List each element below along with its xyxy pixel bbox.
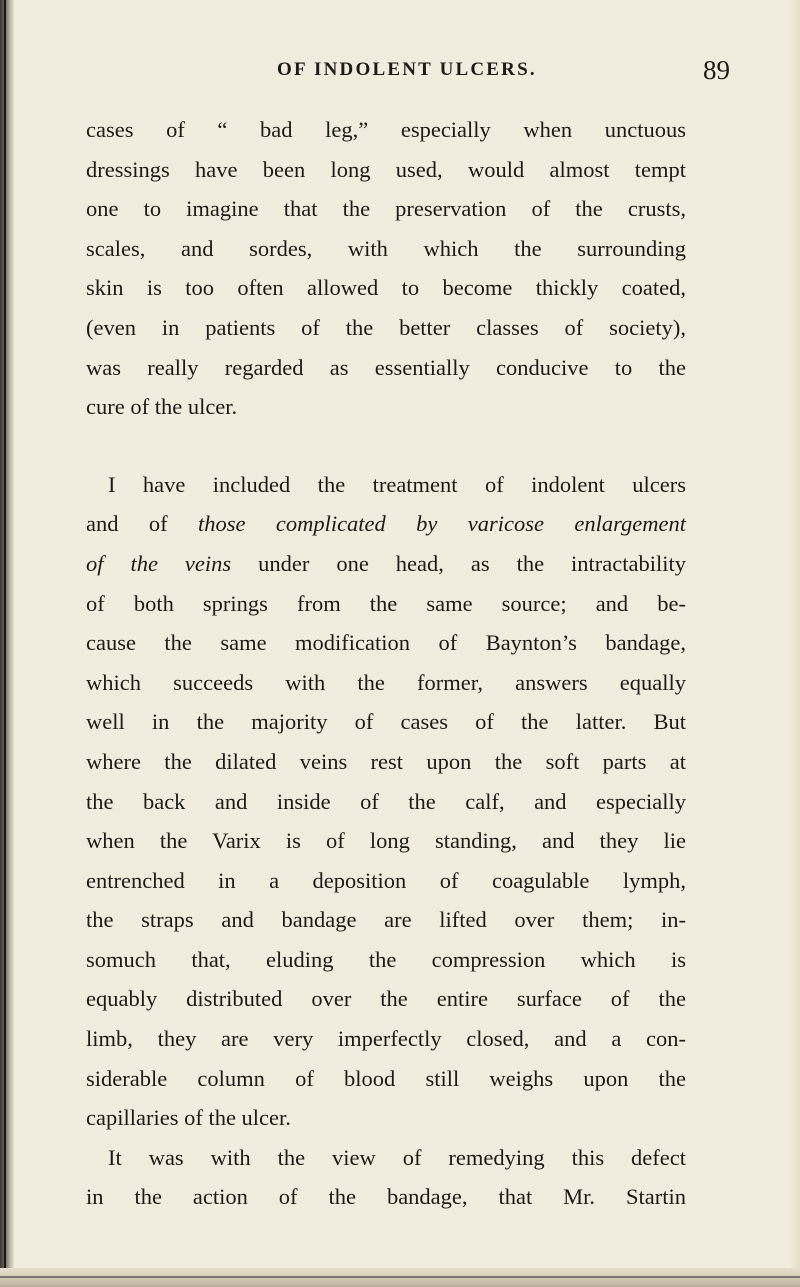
page-body <box>86 110 686 1217</box>
book-gutter-line <box>4 0 6 1287</box>
text-line: limb, they are very imperfectly closed, and a con- <box>86 1026 686 1052</box>
text-line: capillaries of the ulcer. <box>86 1105 291 1131</box>
text-line: entrenched in a deposition of coagulable lymph, <box>86 867 686 893</box>
book-binding-edge <box>0 0 14 1287</box>
text-line: the back and inside of the calf, and especially <box>86 788 686 814</box>
text-line: dressings have been long used, would almost tempt <box>86 156 686 182</box>
text-run: under one head, as the intractability <box>231 550 686 576</box>
text-line: scales, and sordes, with which the surrounding <box>86 235 686 261</box>
text-line: the straps and bandage are lifted over them; in- <box>86 907 686 933</box>
text-line: when the Varix is of long standing, and they lie <box>86 828 686 854</box>
text-line: somuch that, eluding the compression which is <box>86 946 686 972</box>
text-line: of both springs from the same source; and be- <box>86 590 686 616</box>
text-line: (even in patients of the better classes of society), <box>86 314 686 340</box>
paragraph-3 <box>86 1138 686 1217</box>
text-line: cure of the ulcer. <box>86 394 238 420</box>
text-line: one to imagine that the preservation of the crusts, <box>86 196 686 222</box>
text-line: cause the same modification of Baynton’s bandage, <box>86 630 686 656</box>
page-bottom-line <box>0 1276 800 1278</box>
paragraph-2 <box>86 465 686 1138</box>
paragraph-1 <box>86 110 686 427</box>
text-line: I have included the treatment of indolent ulcers <box>108 471 686 497</box>
italic-phrase: of the veins <box>86 550 232 576</box>
page-header <box>60 55 760 87</box>
page-number: 89 <box>703 55 730 85</box>
page-right-edge <box>790 0 800 1287</box>
text-line: was really regarded as essentially conducive to the <box>86 354 686 380</box>
text-run: and of <box>86 511 198 537</box>
text-line: where the dilated veins rest upon the soft parts at <box>86 748 686 774</box>
text-line: in the action of the bandage, that Mr. Startin <box>86 1184 686 1210</box>
text-line: well in the majority of cases of the latter. But <box>86 709 686 735</box>
running-head: OF INDOLENT ULCERS. <box>277 59 537 80</box>
text-line: cases of “ bad leg,” especially when unctuous <box>86 117 686 142</box>
text-line: which succeeds with the former, answers equally <box>86 669 686 695</box>
paragraph-gap <box>86 427 686 465</box>
text-line <box>86 544 686 584</box>
text-line: skin is too often allowed to become thickly coated, <box>86 275 686 301</box>
italic-phrase: those complicated by varicose enlargement <box>197 511 686 537</box>
text-line <box>86 504 686 544</box>
text-line: It was with the view of remedying this defect <box>108 1144 686 1170</box>
text-line: siderable column of blood still weighs upon the <box>86 1065 686 1091</box>
text-line: equably distributed over the entire surface of the <box>86 986 686 1012</box>
